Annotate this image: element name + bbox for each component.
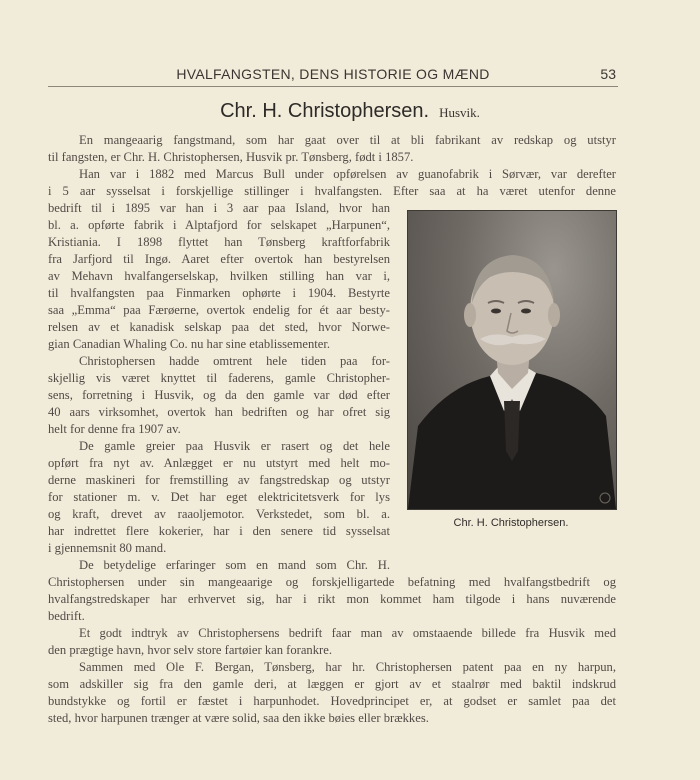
article-title-place: Husvik.	[439, 105, 480, 120]
text-line: hvalfangstredskaper har erhvervet sig, har i rikt mon kommet ham tilgode i hans nuværende	[48, 592, 616, 606]
text-line: den prægtige havn, hvor selv store fartøier kan forankre.	[48, 643, 332, 657]
text-line: helt for denne fra 1907 av.	[48, 422, 181, 436]
portrait-photo	[407, 210, 617, 510]
article-title-name: Chr. H. Christophersen.	[220, 100, 430, 122]
text-line: bedrift til i 1895 var han i 3 aar paa Island, hvor han	[48, 201, 390, 215]
text-line: til hvalfangsten paa Finmarken ophørte i 1904. Bestyrte	[48, 286, 390, 300]
text-line: 40 aars virksomhet, overtok han bedriften og har ofret sig	[48, 405, 390, 419]
text-line: skjellig vis været knyttet til faderens, gamle Christopher-	[48, 371, 390, 385]
text-line: saa „Emma“ paa Færøerne, overtok endelig for ét aar besty-	[48, 303, 390, 317]
text-line: derne maskineri for fremstilling av fangstredskap og utstyr	[48, 473, 390, 487]
text-line: En mangeaarig fangstmand, som har gaat over til at bli fabrikant av redskap og utstyr	[79, 133, 616, 147]
text-line: opført fra nyt av. Anlægget er nu utstyrt med helt mo-	[48, 456, 390, 470]
text-line: bundstykke og fortil er fæstet i harpunhodet. Hovedprincipet er, at godset er samlet paa det	[48, 694, 616, 708]
text-line: relsen av et kanadisk selskap paa det sted, hvor Norwe-	[48, 320, 390, 334]
text-line: Et godt indtryk av Christophersens bedrift faar man av omstaaende billede fra Husvik med	[79, 626, 616, 640]
text-line: Sammen med Ole F. Bergan, Tønsberg, har hr. Christophersen patent paa en ny harpun,	[79, 660, 616, 674]
text-line: som adskiller sig fra den gamle deri, at læggen er gjort av et staalrør med baktil indskrud	[48, 677, 616, 691]
text-line: til fangsten, er Chr. H. Christophersen, Husvik pr. Tønsberg, født i 1857.	[48, 150, 414, 164]
text-line: Kristiania. I 1898 flyttet han Tønsberg kraftforfabrik	[48, 235, 390, 249]
text-line: i 5 aar sysselsat i forskjellige stillinger i hvalfangsten. Efter saa at ha været utenfor denne	[48, 184, 616, 198]
text-line: sens, forretning i Husvik, og da den gamle var død efter	[48, 388, 390, 402]
text-line: bedrift.	[48, 609, 85, 623]
text-line: Christophersen hadde omtrent hele tiden paa for-	[79, 354, 390, 368]
text-line: har indrettet flere kokerier, har i den senere tid sysselsat	[48, 524, 390, 538]
running-header	[48, 64, 618, 87]
text-line: bl. a. opførte fabrik i Alptafjord for selskapet „Harpunen“,	[48, 218, 390, 232]
text-line: Han var i 1882 med Marcus Bull under opførelsen av guanofabrik i Sørvær, var derefter	[79, 167, 616, 181]
running-title: HVALFANGSTEN, DENS HISTORIE OG MÆND	[176, 66, 490, 82]
text-line: gian Canadian Whaling Co. nu har sine etablissementer.	[48, 337, 331, 351]
article-title	[0, 100, 700, 123]
text-line: av Mehavn hvalfangerselskap, hvilken stilling han var i,	[48, 269, 390, 283]
text-line: og kraft, drevet av raaoljemotor. Verkstedet, som bl. a.	[48, 507, 390, 521]
text-line: i gjennemsnit 80 mand.	[48, 541, 167, 555]
text-line: fra Jarfjord til Ingø. Aaret efter overtok han bestyrelsen	[48, 252, 390, 266]
text-line: Christophersen under sin mangeaarige og forskjelligartede befatning med hvalfangstbedrift og	[48, 575, 616, 589]
text-line: sted, hvor harpunen trænger at være solid, saa den ikke bøies eller brækkes.	[48, 711, 429, 725]
portrait-illustration	[408, 211, 616, 509]
photo-caption: Chr. H. Christophersen.	[453, 517, 569, 529]
text-line: De gamle greier paa Husvik er rasert og det hele	[79, 439, 390, 453]
text-line: De betydelige erfaringer som en mand som Chr. H.	[79, 558, 390, 572]
text-line: for stationer m. v. Det har eget elektricitetsverk for lys	[48, 490, 390, 504]
page-number: 53	[600, 66, 616, 82]
